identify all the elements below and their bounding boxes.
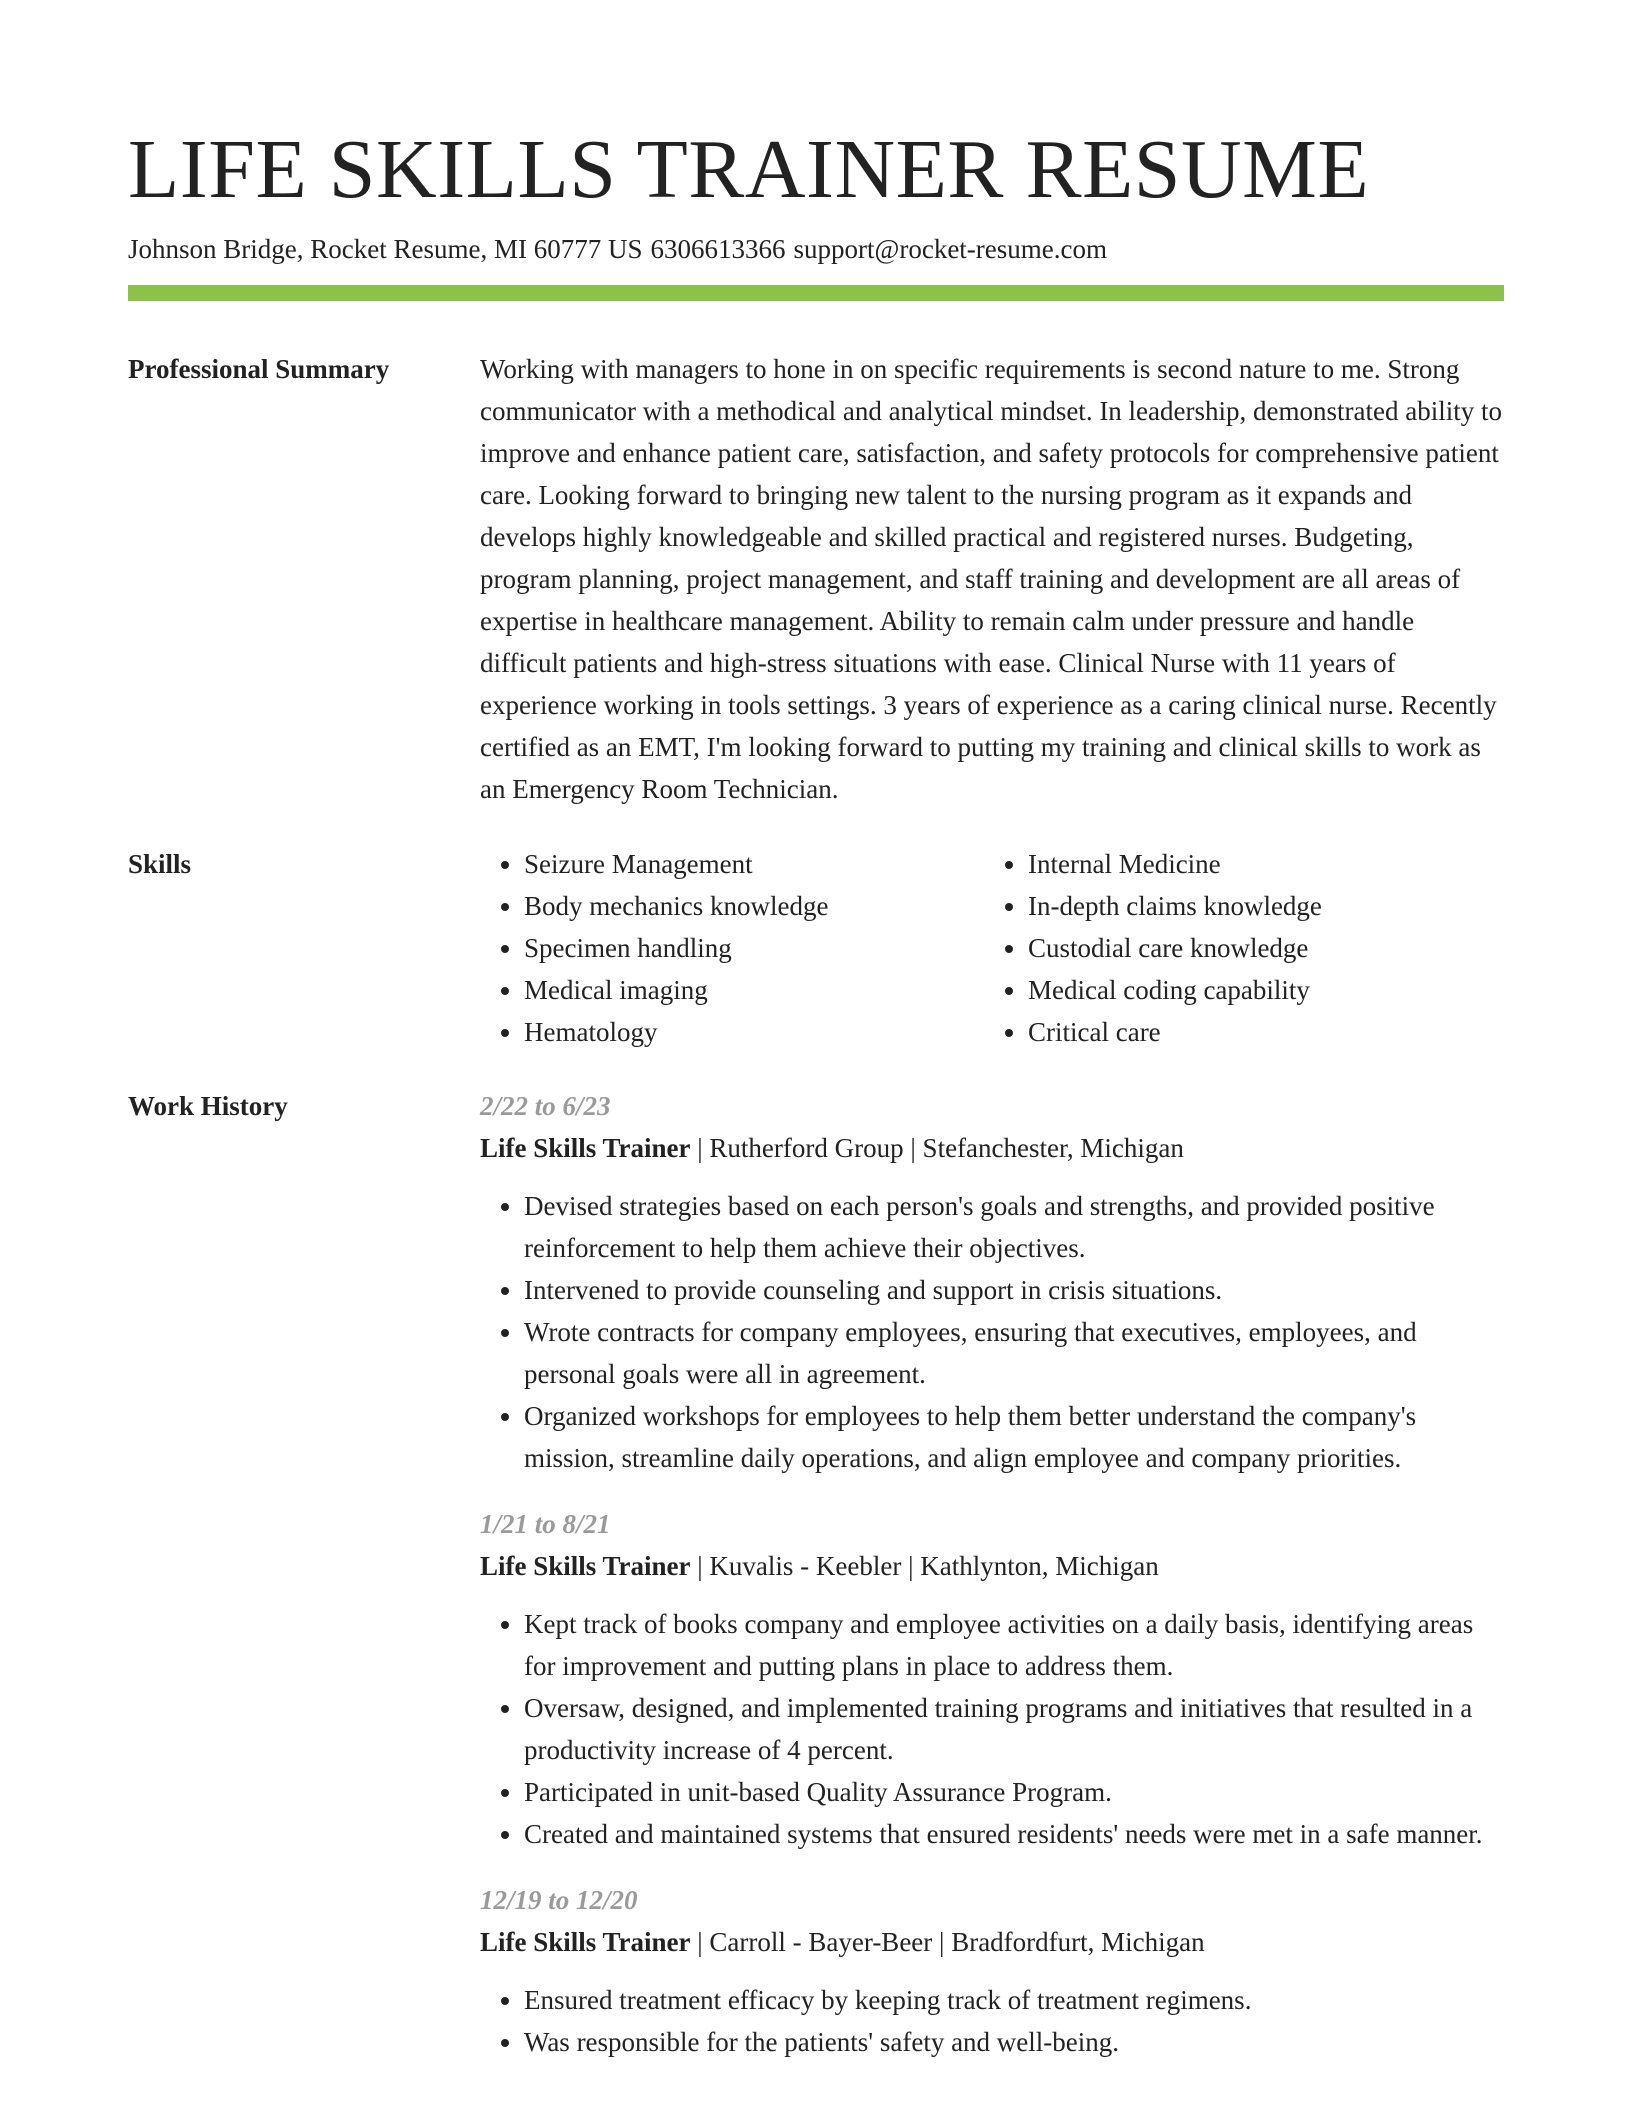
- skill-item: • Medical imaging: [524, 969, 984, 1011]
- skill-item: • Critical care: [1028, 1011, 1488, 1053]
- job-entry: [480, 1085, 1504, 1479]
- job-bullet: • Ensured treatment efficacy by keeping track of treatment regimens.: [524, 1979, 1504, 2021]
- skills-columns: [480, 843, 1504, 1053]
- job-bullet: • Intervened to provide counseling and support in crisis situations.: [524, 1269, 1504, 1311]
- resume-title: LIFE SKILLS TRAINER RESUME: [128, 123, 1370, 216]
- skill-item: • Seizure Management: [524, 843, 984, 885]
- summary-section: [480, 348, 1504, 810]
- job-bullet: • Wrote contracts for company employees, ensuring that executives, employees, and personal goals were all in agreement.: [524, 1311, 1504, 1395]
- job-company: Carroll - Bayer-Beer: [709, 1927, 933, 1957]
- job-separator: |: [901, 1551, 921, 1581]
- contact-phone: 6306613366: [650, 234, 786, 264]
- skill-item: • Body mechanics knowledge: [524, 885, 984, 927]
- summary-text: Working with managers to hone in on specific requirements is second nature to me. Strong communicator with a methodical and analytical mindset. In leadership, demonstrated ability to improve and enhance patient care, satisfaction, and safety protocols for comprehensive patient care. Looking forward to bringing new talent to the nursing program as it expands and develops highly knowledgeable and skilled practical and registered nurses. Budgeting, program planning, project management, and staff training and development are all areas of expertise in healthcare management. Ability to remain calm under pressure and handle difficult patients and high-stress situations with ease. Clinical Nurse with 11 years of experience working in tools settings. 3 years of experience as a caring clinical nurse. Recently certified as an EMT, I'm looking forward to putting my training and clinical skills to work as an Emergency Room Technician.: [480, 354, 1502, 804]
- work-history-section: [480, 1085, 1504, 2087]
- skill-item: • In-depth claims knowledge: [1028, 885, 1488, 927]
- skill-item: • Medical coding capability: [1028, 969, 1488, 1011]
- job-bullet: • Participated in unit-based Quality Assurance Program.: [524, 1771, 1504, 1813]
- contact-line: [128, 230, 1115, 268]
- job-company: Kuvalis - Keebler: [709, 1551, 902, 1581]
- contact-address: Johnson Bridge, Rocket Resume, MI 60777 US: [128, 234, 643, 264]
- job-entry: [480, 1503, 1504, 1855]
- job-bullet: • Oversaw, designed, and implemented training programs and initiatives that resulted in a productivity increase of 4 percent.: [524, 1687, 1504, 1771]
- job-separator: |: [690, 1551, 710, 1581]
- job-bullet: • Devised strategies based on each person's goals and strengths, and provided positive reinforcement to help them achieve their objectives.: [524, 1185, 1504, 1269]
- header-divider: [128, 285, 1504, 301]
- job-bullet: • Was responsible for the patients' safety and well-being.: [524, 2021, 1504, 2063]
- job-entry: [480, 1879, 1504, 2063]
- job-location: Kathlynton, Michigan: [920, 1551, 1159, 1581]
- job-heading: [480, 1127, 1504, 1169]
- job-dates: 12/19 to 12/20: [480, 1885, 638, 1915]
- job-bullet: • Kept track of books company and employee activities on a daily basis, identifying areas for improvement and putting plans in place to address them.: [524, 1603, 1504, 1687]
- job-bullets: [480, 1979, 1504, 2063]
- job-title: Life Skills Trainer: [480, 1133, 691, 1163]
- skills-section: [480, 843, 1504, 1053]
- skills-heading: Skills: [128, 849, 192, 879]
- job-bullet: • Organized workshops for employees to help them better understand the company's mission, streamline daily operations, and align employee and company priorities.: [524, 1395, 1504, 1479]
- contact-email[interactable]: support@rocket-resume.com: [793, 234, 1108, 264]
- job-bullet: • Created and maintained systems that ensured residents' needs were met in a safe manner.: [524, 1813, 1504, 1855]
- job-dates: 2/22 to 6/23: [480, 1091, 611, 1121]
- summary-heading: Professional Summary: [128, 354, 390, 384]
- job-separator: |: [932, 1927, 952, 1957]
- job-heading: [480, 1545, 1504, 1587]
- skill-item: • Custodial care knowledge: [1028, 927, 1488, 969]
- job-separator: |: [903, 1133, 923, 1163]
- job-separator: |: [690, 1927, 710, 1957]
- job-bullets: [480, 1185, 1504, 1479]
- job-separator: |: [690, 1133, 710, 1163]
- job-location: Bradfordfurt, Michigan: [951, 1927, 1205, 1957]
- job-company: Rutherford Group: [709, 1133, 904, 1163]
- job-bullets: [480, 1603, 1504, 1855]
- skill-item: • Specimen handling: [524, 927, 984, 969]
- job-title: Life Skills Trainer: [480, 1927, 691, 1957]
- job-title: Life Skills Trainer: [480, 1551, 691, 1581]
- skill-item: • Internal Medicine: [1028, 843, 1488, 885]
- skills-column-2: [984, 843, 1488, 1053]
- job-heading: [480, 1921, 1504, 1963]
- job-location: Stefanchester, Michigan: [922, 1133, 1184, 1163]
- skill-item: • Hematology: [524, 1011, 984, 1053]
- work-history-heading: Work History: [128, 1091, 288, 1121]
- skills-column-1: [480, 843, 984, 1053]
- job-dates: 1/21 to 8/21: [480, 1509, 611, 1539]
